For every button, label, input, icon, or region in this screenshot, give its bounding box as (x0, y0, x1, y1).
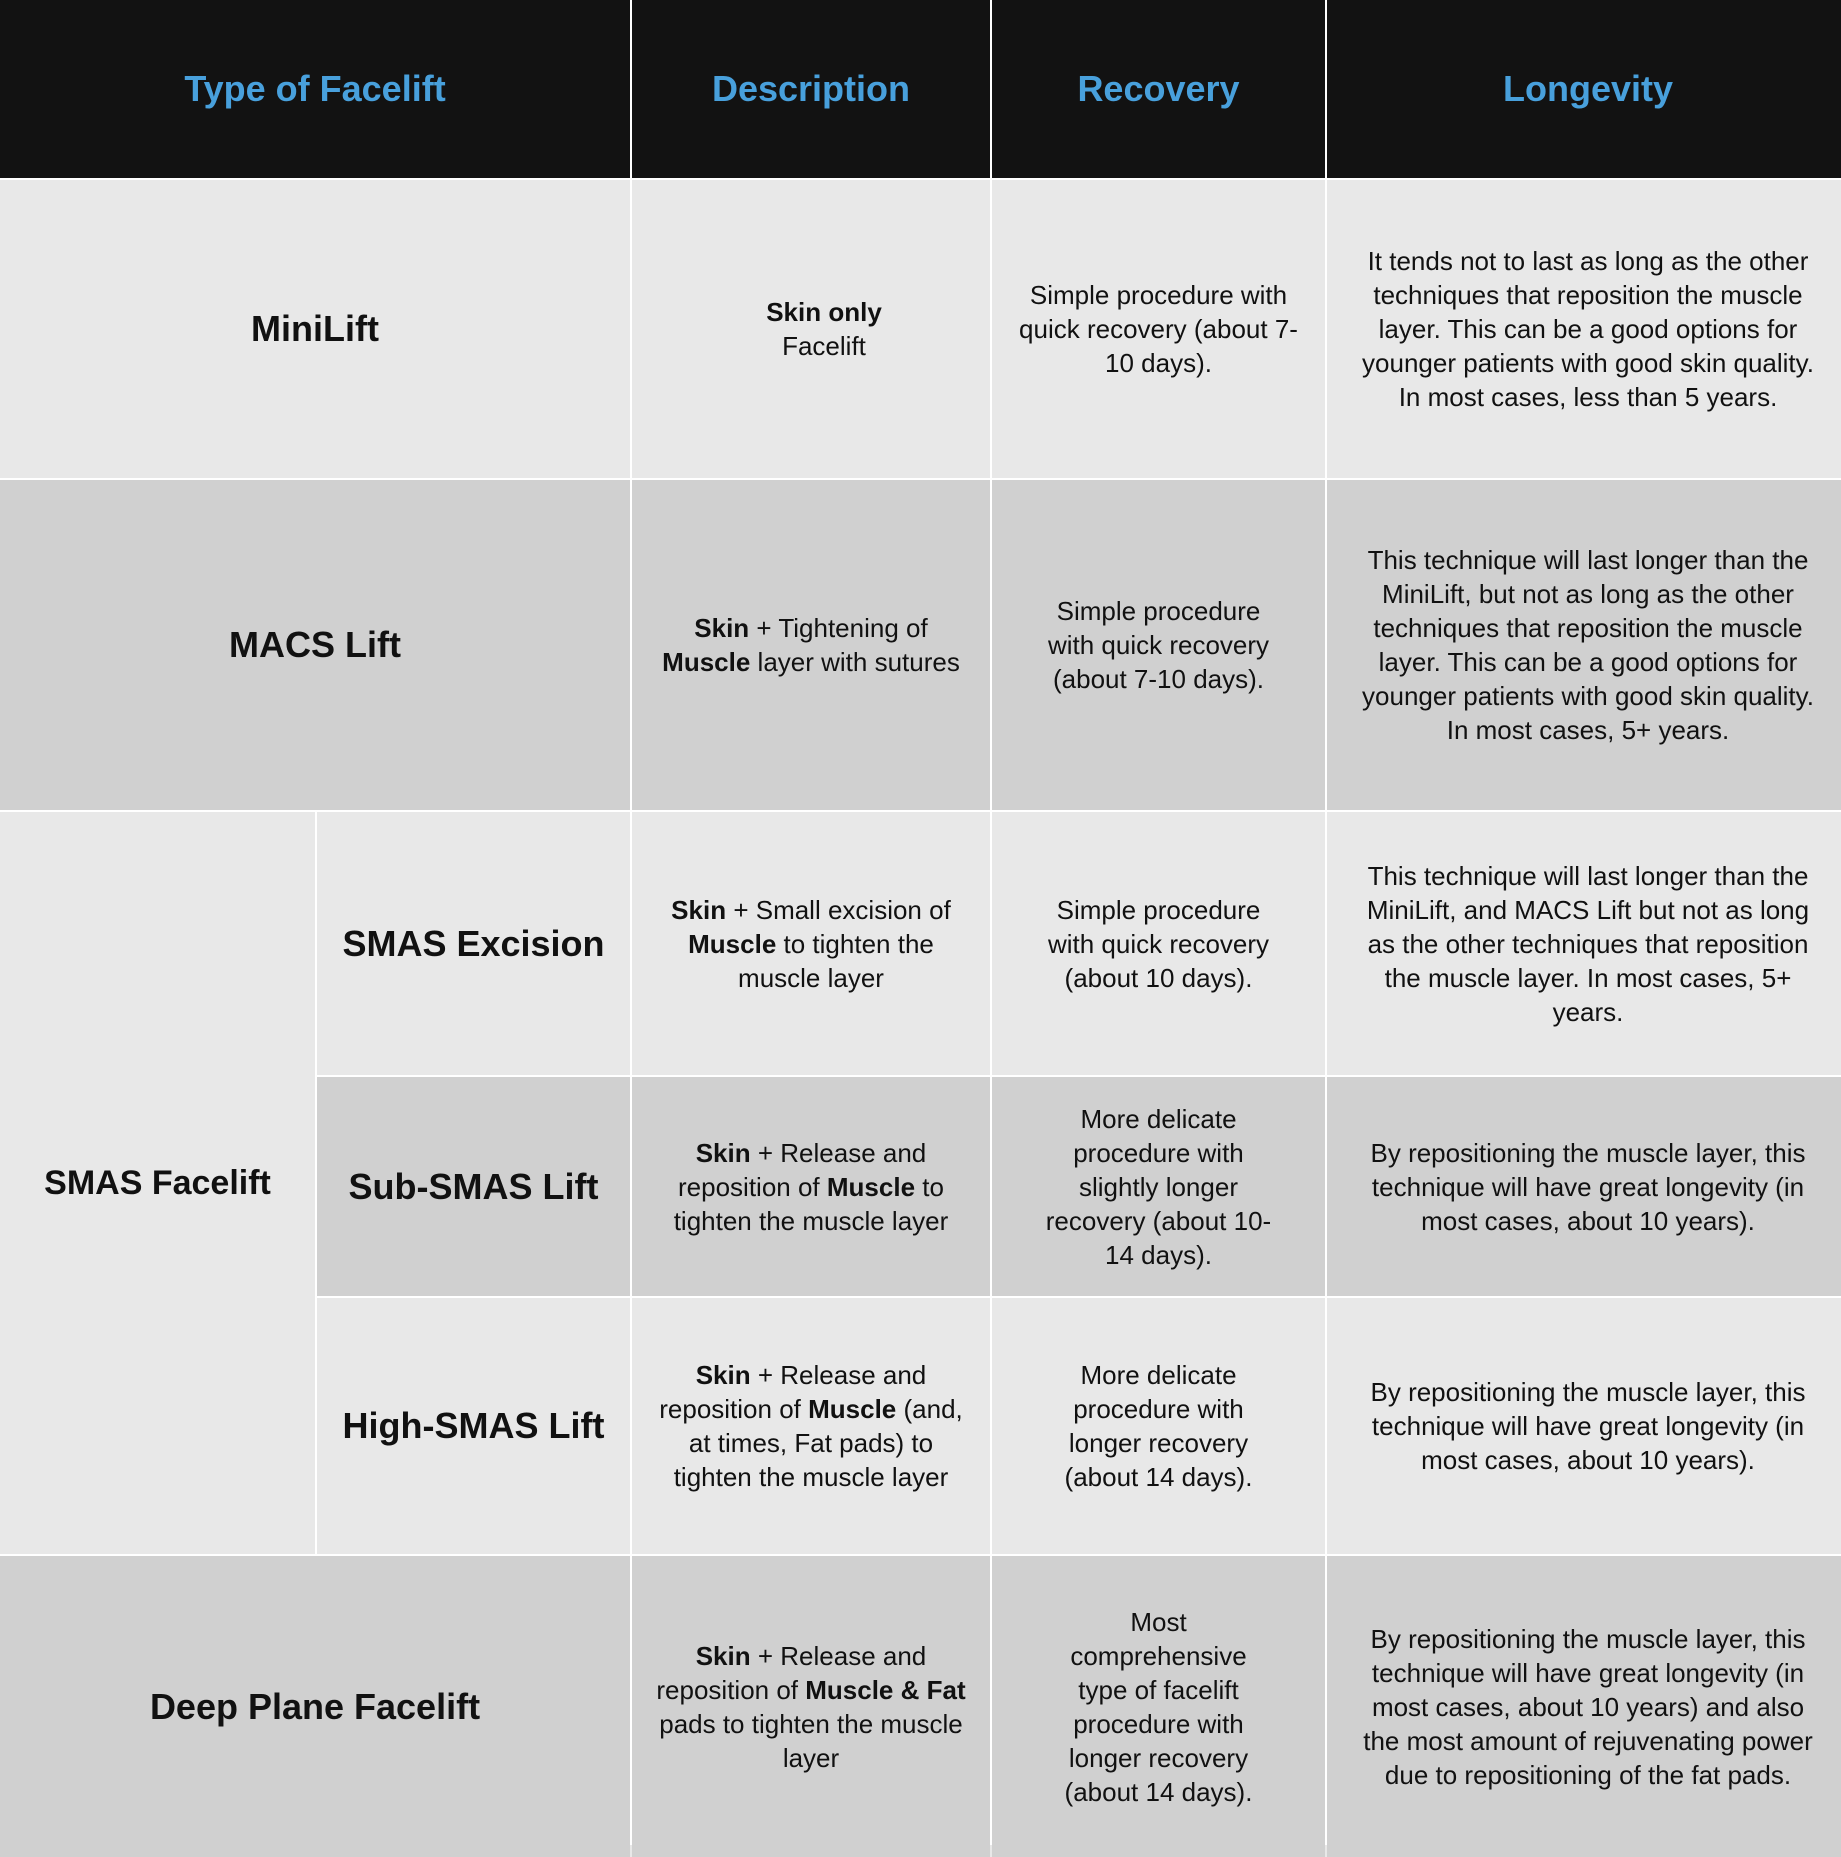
bold-term: Skin (671, 894, 727, 925)
header-type: Type of Facelift (0, 0, 630, 178)
desc-deep-plane-facelift: Skin + Release and reposition of Muscle & Fat pads to tighten the muscle layer (632, 1556, 990, 1857)
bold-term: Skin (695, 1640, 751, 1671)
bold-term: Muscle (826, 1171, 916, 1202)
desc-smas-excision: Skin + Small excision of Muscle to tighten the muscle layer (632, 812, 990, 1075)
recovery-deep-plane-facelift: Most comprehensive type of facelift procedure with longer recovery (about 14 days). (992, 1556, 1325, 1857)
header-description: Description (632, 0, 990, 178)
bold-term: Skin (695, 1360, 751, 1390)
bold-term: Muscle (662, 647, 751, 677)
desc-sub-smas-lift: Skin + Release and reposition of Muscle to tighten the muscle layer (632, 1077, 990, 1296)
longevity-sub-smas-lift: By repositioning the muscle layer, this technique will have great longevity (in most cases, about 10 years). (1327, 1077, 1841, 1296)
header-recovery: Recovery (992, 0, 1325, 178)
row-name-macs-lift: MACS Lift (0, 480, 630, 810)
row-name-sub-smas-lift: Sub-SMAS Lift (317, 1077, 630, 1296)
recovery-minilift: Simple procedure with quick recovery (about 7-10 days). (992, 180, 1325, 478)
row-name-deep-plane-facelift: Deep Plane Facelift (0, 1556, 630, 1857)
row-name-high-smas-lift: High-SMAS Lift (317, 1298, 630, 1554)
desc-high-smas-lift: Skin + Release and reposition of Muscle (and, at times, Fat pads) to tighten the muscle layer (632, 1298, 990, 1554)
recovery-high-smas-lift: More delicate procedure with longer recovery (about 14 days). (992, 1298, 1325, 1554)
bold-term: Skin only (766, 297, 882, 327)
longevity-high-smas-lift: By repositioning the muscle layer, this technique will have great longevity (in most cases, about 10 years). (1327, 1298, 1841, 1554)
longevity-minilift: It tends not to last as long as the other techniques that reposition the muscle layer. This can be a good options for younger patients with good skin quality. In most cases, less than 5 years. (1327, 180, 1841, 478)
bold-term: Muscle (688, 928, 777, 959)
bold-term: Skin (694, 613, 750, 643)
row-name-minilift: MiniLift (0, 180, 630, 478)
bold-term: Skin (695, 1137, 751, 1168)
bold-term: Muscle & Fat (805, 1674, 966, 1705)
desc-macs-lift: Skin + Tightening of Muscle layer with sutures (632, 480, 990, 810)
recovery-smas-excision: Simple procedure with quick recovery (about 10 days). (992, 812, 1325, 1075)
recovery-macs-lift: Simple procedure with quick recovery (about 7-10 days). (992, 480, 1325, 810)
row-name-smas-excision: SMAS Excision (317, 812, 630, 1075)
longevity-deep-plane-facelift: By repositioning the muscle layer, this technique will have great longevity (in most cases, about 10 years) and also the most amount of rejuvenating power due to repositioning of the fat pads. (1327, 1556, 1841, 1857)
longevity-macs-lift: This technique will last longer than the MiniLift, but not as long as the other techniques that reposition the muscle layer. This can be a good options for younger patients with good skin quality. In most cases, 5+ years. (1327, 480, 1841, 810)
header-longevity: Longevity (1327, 0, 1841, 178)
longevity-smas-excision: This technique will last longer than the MiniLift, and MACS Lift but not as long as the other techniques that reposition the muscle layer. In most cases, 5+ years. (1327, 812, 1841, 1075)
bold-term: Muscle (808, 1394, 897, 1424)
desc-minilift: Skin only Facelift (632, 180, 990, 478)
row-name-smas-facelift: SMAS Facelift (0, 812, 315, 1554)
recovery-sub-smas-lift: More delicate procedure with slightly longer recovery (about 10-14 days). (992, 1077, 1325, 1296)
